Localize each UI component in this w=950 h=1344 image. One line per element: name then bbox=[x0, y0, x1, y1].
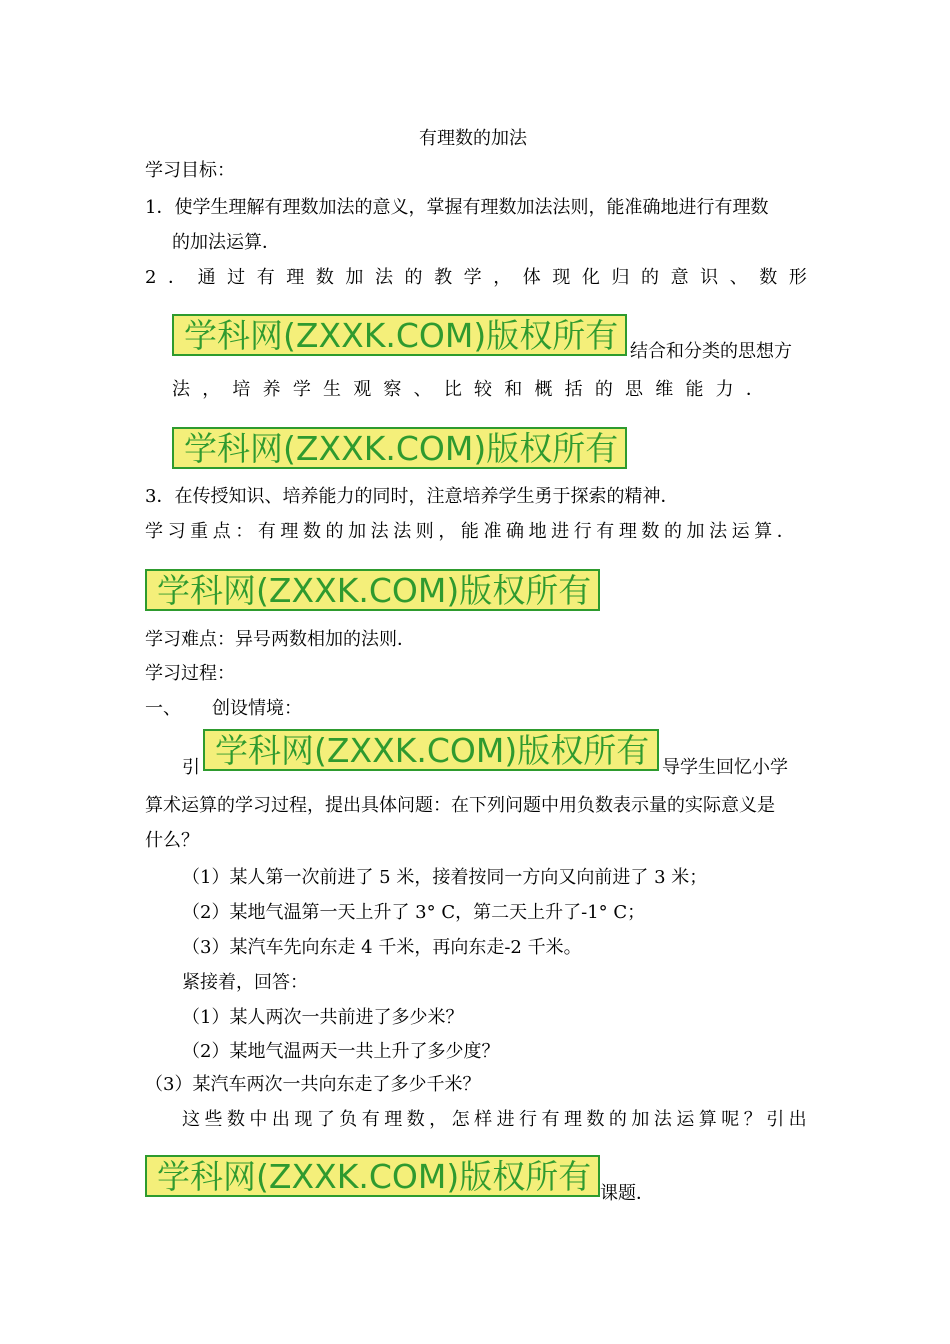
text-char: 形 bbox=[788, 267, 807, 288]
text-char: 行 bbox=[573, 521, 592, 542]
text-char: 数 bbox=[226, 1109, 245, 1130]
intro-line-1: 导学生回忆小学 bbox=[662, 757, 788, 778]
text-char: 现 bbox=[552, 267, 571, 288]
text-char: 识 bbox=[700, 267, 719, 288]
text-char: 点 bbox=[212, 521, 231, 542]
text-char: 有 bbox=[541, 1109, 560, 1130]
text-char: 化 bbox=[581, 267, 600, 288]
text-char: 了 bbox=[316, 1109, 335, 1130]
answer-question-3: （3）某汽车两次一共向东走了多少千米？ bbox=[145, 1074, 481, 1095]
document-title: 有理数的加法 bbox=[419, 128, 527, 149]
text-char: 些 bbox=[204, 1109, 223, 1130]
goal-1-line-1: 1．使学生理解有理数加法的意义，掌握有理数加法法则，能准确地进行有理数 bbox=[145, 197, 769, 218]
text-char: 察 bbox=[383, 379, 402, 400]
text-char: 现 bbox=[294, 1109, 313, 1130]
text-char: 重 bbox=[190, 521, 209, 542]
text-char: 算 bbox=[698, 1109, 717, 1130]
watermark-banner: 学科网(ZXXK.COM)版权所有 bbox=[203, 729, 659, 771]
text-char: 法 bbox=[370, 521, 389, 542]
text-char: 数 bbox=[302, 521, 321, 542]
text-char: 的 bbox=[404, 267, 423, 288]
process-heading: 学习过程： bbox=[145, 663, 235, 684]
text-char: 较 bbox=[474, 379, 493, 400]
text-char: ？ bbox=[743, 1109, 762, 1130]
section-1-number: 一、 bbox=[145, 698, 181, 719]
closing-end: 课题． bbox=[600, 1183, 654, 1204]
text-char: 2 bbox=[145, 267, 157, 288]
text-char: 生 bbox=[323, 379, 342, 400]
intro-line-2: 算术运算的学习过程，提出具体问题：在下列问题中用负数表示量的实际意义是 bbox=[145, 795, 775, 816]
difficulty-points: 学习难点：异号两数相加的法则． bbox=[145, 629, 415, 650]
text-char: 能 bbox=[685, 379, 704, 400]
text-char: 的 bbox=[594, 379, 613, 400]
text-char: ． bbox=[168, 267, 187, 288]
goal-3: 3．在传授知识、培养能力的同时，注意培养学生勇于探索的精神． bbox=[145, 486, 679, 507]
section-1-title: 创设情境： bbox=[212, 698, 302, 719]
text-char: 养 bbox=[262, 379, 281, 400]
text-char: 加 bbox=[631, 1109, 650, 1130]
goals-heading: 学习目标： bbox=[145, 160, 235, 181]
text-char: 法 bbox=[393, 521, 412, 542]
text-char: 加 bbox=[686, 521, 705, 542]
watermark-banner: 学科网(ZXXK.COM)版权所有 bbox=[172, 314, 627, 356]
text-char: 行 bbox=[519, 1109, 538, 1130]
text-char: 出 bbox=[271, 1109, 290, 1130]
text-char: 培 bbox=[232, 379, 251, 400]
closing-line bbox=[182, 1108, 807, 1132]
text-char: 意 bbox=[670, 267, 689, 288]
text-char: 括 bbox=[564, 379, 583, 400]
text-char: 数 bbox=[586, 1109, 605, 1130]
text-char: 则 bbox=[415, 521, 434, 542]
question-1: （1）某人第一次前进了 5 米，接着按同一方向又向前进了 3 米； bbox=[182, 867, 708, 888]
watermark-banner: 学科网(ZXXK.COM)版权所有 bbox=[172, 427, 627, 469]
text-char: 体 bbox=[522, 267, 541, 288]
text-char: 的 bbox=[325, 521, 344, 542]
answer-question-1: （1）某人两次一共前进了多少米？ bbox=[182, 1007, 464, 1028]
text-char: 理 bbox=[563, 1109, 582, 1130]
text-char: 呢 bbox=[721, 1109, 740, 1130]
text-char: 这 bbox=[182, 1109, 200, 1130]
text-char: 中 bbox=[249, 1109, 268, 1130]
goal-2-line-1 bbox=[145, 266, 807, 290]
text-char: 有 bbox=[361, 1109, 380, 1130]
text-char: 思 bbox=[625, 379, 644, 400]
text-char: 维 bbox=[655, 379, 674, 400]
text-char: 引 bbox=[766, 1109, 785, 1130]
text-char: 法 bbox=[172, 379, 190, 400]
text-char: 加 bbox=[348, 521, 367, 542]
text-char: 运 bbox=[731, 521, 750, 542]
text-char: 准 bbox=[483, 521, 502, 542]
text-char: 通 bbox=[197, 267, 216, 288]
text-char: 、 bbox=[729, 267, 748, 288]
text-char: 怎 bbox=[451, 1109, 470, 1130]
intro-yin: 引 bbox=[182, 757, 200, 778]
watermark-banner: 学科网(ZXXK.COM)版权所有 bbox=[145, 569, 600, 611]
text-char: ， bbox=[438, 521, 457, 542]
text-char: 理 bbox=[280, 521, 299, 542]
text-char: 的 bbox=[663, 521, 682, 542]
text-char: 加 bbox=[345, 267, 364, 288]
text-char: 理 bbox=[286, 267, 305, 288]
text-char: 力 bbox=[715, 379, 734, 400]
text-char: 学 bbox=[145, 521, 163, 542]
answer-question-2: （2）某地气温两天一共上升了多少度？ bbox=[182, 1041, 500, 1062]
text-char: 确 bbox=[506, 521, 524, 542]
text-char: 有 bbox=[256, 267, 275, 288]
text-char: 教 bbox=[434, 267, 453, 288]
text-char: 的 bbox=[608, 1109, 627, 1130]
text-char: 和 bbox=[504, 379, 523, 400]
text-char: 数 bbox=[406, 1109, 425, 1130]
text-char: 有 bbox=[257, 521, 276, 542]
text-char: ， bbox=[493, 267, 512, 288]
question-2: （2）某地气温第一天上升了 3° C，第二天上升了-1° C； bbox=[182, 902, 646, 923]
text-char: 、 bbox=[413, 379, 432, 400]
intro-line-3: 什么？ bbox=[145, 830, 199, 851]
text-char: 进 bbox=[551, 521, 570, 542]
text-char: ： bbox=[235, 521, 254, 542]
text-char: 法 bbox=[709, 521, 728, 542]
text-char: 比 bbox=[443, 379, 462, 400]
text-char: 过 bbox=[227, 267, 246, 288]
question-3: （3）某汽车先向东走 4 千米，再向东走-2 千米。 bbox=[182, 937, 582, 958]
text-char: 数 bbox=[759, 267, 778, 288]
text-char: 负 bbox=[339, 1109, 358, 1130]
text-char: 能 bbox=[460, 521, 479, 542]
text-char: 理 bbox=[384, 1109, 403, 1130]
text-char: 学 bbox=[292, 379, 311, 400]
text-char: 的 bbox=[641, 267, 660, 288]
text-char: ． bbox=[745, 379, 764, 400]
text-char: 观 bbox=[353, 379, 372, 400]
text-char: 数 bbox=[315, 267, 334, 288]
text-char: ， bbox=[202, 379, 221, 400]
text-char: 概 bbox=[534, 379, 553, 400]
text-char: 有 bbox=[596, 521, 615, 542]
text-char: 出 bbox=[788, 1109, 807, 1130]
text-char: 地 bbox=[528, 521, 547, 542]
text-char: ． bbox=[776, 521, 795, 542]
text-char: 算 bbox=[754, 521, 773, 542]
watermark-banner: 学科网(ZXXK.COM)版权所有 bbox=[145, 1155, 600, 1197]
text-char: 法 bbox=[374, 267, 393, 288]
text-char: ， bbox=[429, 1109, 448, 1130]
text-char: 进 bbox=[496, 1109, 515, 1130]
text-char: 运 bbox=[676, 1109, 695, 1130]
then-answer: 紧接着，回答： bbox=[182, 972, 308, 993]
text-char: 习 bbox=[167, 521, 186, 542]
goal-1-line-2: 的加法运算． bbox=[172, 232, 280, 253]
key-points bbox=[145, 520, 795, 544]
goal-2-line-3 bbox=[172, 378, 764, 402]
text-char: 学 bbox=[463, 267, 482, 288]
text-char: 数 bbox=[641, 521, 660, 542]
goal-2-line-2: 结合和分类的思想方 bbox=[630, 341, 792, 362]
text-char: 样 bbox=[474, 1109, 493, 1130]
text-char: 法 bbox=[653, 1109, 672, 1130]
text-char: 理 bbox=[618, 521, 637, 542]
text-char: 归 bbox=[611, 267, 630, 288]
